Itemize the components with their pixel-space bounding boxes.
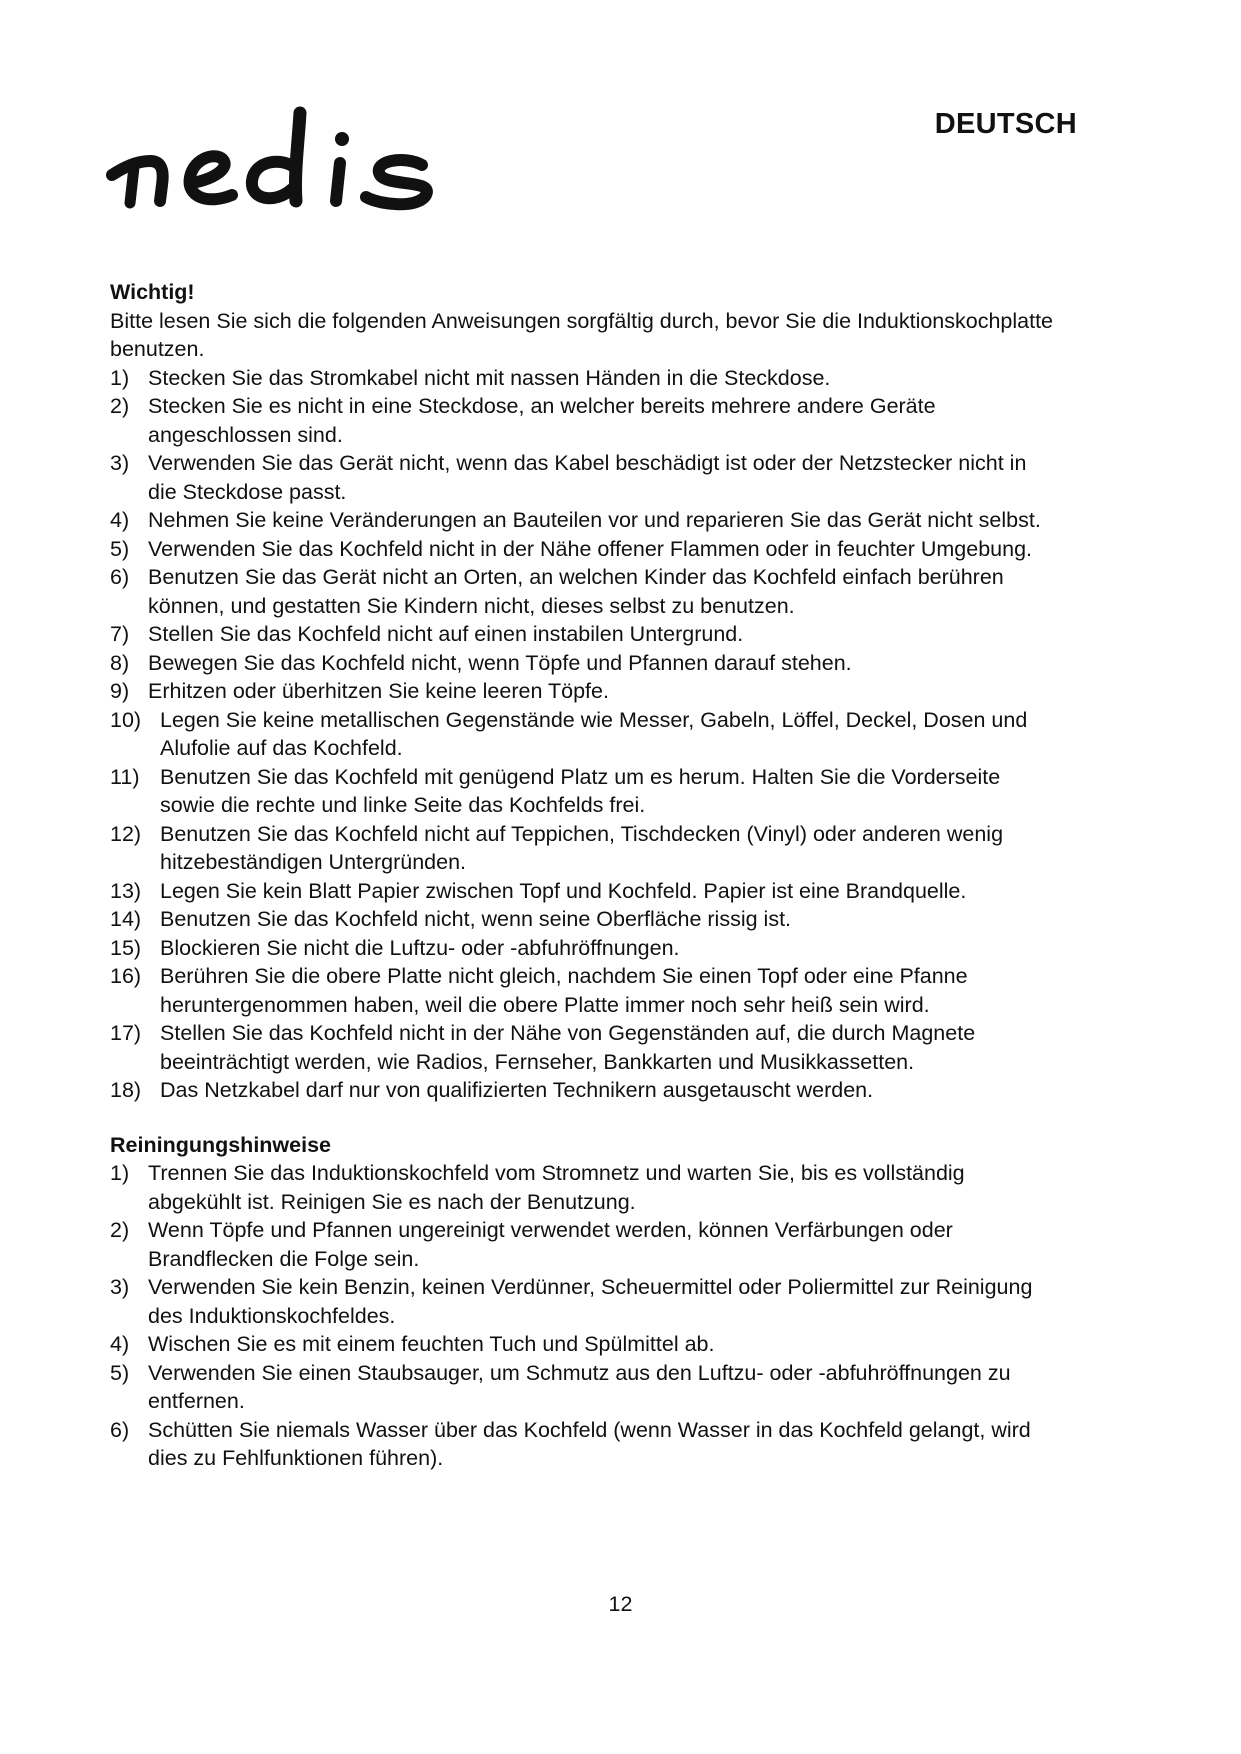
list-item-text: Erhitzen oder überhitzen Sie keine leeren Töpfe.: [148, 679, 609, 703]
list-item-text: Blockieren Sie nicht die Luftzu- oder -abfuhröffnungen.: [160, 935, 680, 960]
nedis-logo: [104, 105, 484, 215]
cleaning-instruction-item: [110, 1159, 1060, 1216]
safety-instruction-item: [110, 962, 1060, 1019]
list-item-number: 18): [110, 1078, 142, 1102]
list-item-text: Benutzen Sie das Kochfeld mit genügend Platz um es herum. Halten Sie die Vorderseite sowie die rechte und linke Seite das Kochfelds frei.: [160, 764, 1001, 817]
safety-instruction-item: [110, 934, 1060, 963]
list-item-text: Stecken Sie es nicht in eine Steckdose, an welcher bereits mehrere andere Geräte angeschlossen sind.: [148, 394, 936, 447]
list-item-number: 5): [110, 1360, 130, 1385]
safety-instruction-item: [110, 905, 1060, 934]
list-item-text: Stellen Sie das Kochfeld nicht auf einen instabilen Untergrund.: [148, 622, 744, 646]
page-number: 12: [608, 1592, 633, 1616]
cleaning-heading: Reiningungshinweise: [110, 1132, 331, 1157]
list-item-number: 3): [110, 1275, 130, 1299]
list-item-text: Bewegen Sie das Kochfeld nicht, wenn Töpfe und Pfannen darauf stehen.: [148, 650, 852, 675]
safety-instruction-item: [110, 877, 1060, 906]
list-item-text: Stellen Sie das Kochfeld nicht in der Nähe von Gegenständen auf, die durch Magnete beeinträchtigt werden, wie Radios, Fernseher, Bankkarten und Musikkassetten.: [160, 1021, 976, 1074]
list-item-text: Benutzen Sie das Kochfeld nicht, wenn seine Oberfläche rissig ist.: [160, 907, 792, 931]
list-item-text: Stecken Sie das Stromkabel nicht mit nassen Händen in die Steckdose.: [148, 365, 831, 390]
list-item-text: Benutzen Sie das Kochfeld nicht auf Teppichen, Tischdecken (Vinyl) oder anderen wenig hitzebeständigen Untergründen.: [160, 821, 1004, 874]
list-item-number: 14): [110, 907, 142, 931]
safety-instruction-item: [110, 449, 1060, 506]
list-item-text: Verwenden Sie das Gerät nicht, wenn das Kabel beschädigt ist oder der Netzstecker nicht in die Steckdose passt.: [148, 451, 1027, 504]
list-item-text: Schütten Sie niemals Wasser über das Kochfeld (wenn Wasser in das Kochfeld gelangt, wird dies zu Fehlfunktionen führen).: [148, 1417, 1031, 1470]
list-item-number: 11): [110, 764, 140, 789]
safety-instruction-item: [110, 706, 1060, 763]
list-item-number: 10): [110, 707, 142, 732]
list-item-number: 1): [110, 1161, 130, 1185]
list-item-number: 17): [110, 1021, 142, 1045]
list-item-number: 4): [110, 1332, 130, 1356]
safety-instruction-item: [110, 535, 1060, 564]
list-item-number: 6): [110, 565, 130, 589]
document-body: [110, 278, 1060, 1473]
list-item-text: Wenn Töpfe und Pfannen ungereinigt verwendet werden, können Verfärbungen oder Brandflecken die Folge sein.: [148, 1218, 953, 1271]
list-item-text: Benutzen Sie das Gerät nicht an Orten, an welchen Kinder das Kochfeld einfach berühren können, und gestatten Sie Kindern nicht, dieses selbst zu benutzen.: [148, 565, 1004, 618]
important-heading: Wichtig!: [110, 280, 195, 304]
list-item-text: Legen Sie kein Blatt Papier zwischen Topf und Kochfeld. Papier ist eine Brandquelle.: [160, 878, 967, 903]
list-item-text: Verwenden Sie das Kochfeld nicht in der Nähe offener Flammen oder in feuchter Umgebung.: [148, 536, 1033, 561]
safety-instruction-item: [110, 1076, 1060, 1105]
safety-instruction-item: [110, 620, 1060, 649]
safety-instruction-item: [110, 364, 1060, 393]
list-item-number: 2): [110, 394, 130, 418]
list-item-number: 5): [110, 536, 130, 561]
list-item-number: 2): [110, 1218, 130, 1242]
safety-instruction-item: [110, 677, 1060, 706]
safety-instruction-item: [110, 563, 1060, 620]
list-item-number: 15): [110, 935, 142, 960]
list-item-number: 8): [110, 650, 130, 675]
safety-instruction-item: [110, 1019, 1060, 1076]
list-item-text: Verwenden Sie kein Benzin, keinen Verdünner, Scheuermittel oder Poliermittel zur Reinigung des Induktionskochfeldes.: [148, 1275, 1033, 1328]
list-item-number: 13): [110, 878, 142, 903]
list-item-number: 12): [110, 821, 142, 846]
cleaning-instructions-list: [110, 1159, 1060, 1473]
list-item-text: Verwenden Sie einen Staubsauger, um Schmutz aus den Luftzu- oder -abfuhröffnungen zu entfernen.: [148, 1360, 1011, 1413]
list-item-text: Wischen Sie es mit einem feuchten Tuch und Spülmittel ab.: [148, 1332, 715, 1356]
list-item-number: 7): [110, 622, 130, 646]
list-item-text: Berühren Sie die obere Platte nicht gleich, nachdem Sie einen Topf oder eine Pfanne heruntergenommen haben, weil die obere Platte immer noch sehr heiß sein wird.: [160, 964, 968, 1017]
list-item-number: 6): [110, 1417, 130, 1442]
list-item-number: 16): [110, 964, 142, 988]
important-intro: Bitte lesen Sie sich die folgenden Anweisungen sorgfältig durch, bevor Sie die Induktionskochplatte benutzen.: [110, 308, 1054, 361]
list-item-number: 3): [110, 451, 130, 475]
list-item-number: 4): [110, 508, 130, 532]
safety-instruction-item: [110, 392, 1060, 449]
list-item-text: Trennen Sie das Induktionskochfeld vom Stromnetz und warten Sie, bis es vollständig abgekühlt ist. Reinigen Sie es nach der Benutzung.: [148, 1161, 965, 1214]
safety-instruction-item: [110, 763, 1060, 820]
list-item-number: 9): [110, 679, 130, 703]
cleaning-instruction-item: [110, 1330, 1060, 1359]
cleaning-instruction-item: [110, 1416, 1060, 1473]
list-item-text: Das Netzkabel darf nur von qualifizierten Technikern ausgetauscht werden.: [160, 1078, 874, 1102]
language-label: DEUTSCH: [934, 108, 1077, 140]
safety-instruction-item: [110, 820, 1060, 877]
list-item-number: 1): [110, 365, 130, 390]
safety-instruction-item: [110, 506, 1060, 535]
cleaning-instruction-item: [110, 1359, 1060, 1416]
safety-instructions-list: [110, 364, 1060, 1105]
list-item-text: Legen Sie keine metallischen Gegenstände wie Messer, Gabeln, Löffel, Deckel, Dosen und Alufolie auf das Kochfeld.: [160, 707, 1028, 760]
list-item-text: Nehmen Sie keine Veränderungen an Bauteilen vor und reparieren Sie das Gerät nicht selbst.: [148, 508, 1041, 532]
safety-instruction-item: [110, 649, 1060, 678]
cleaning-instruction-item: [110, 1273, 1060, 1330]
cleaning-instruction-item: [110, 1216, 1060, 1273]
